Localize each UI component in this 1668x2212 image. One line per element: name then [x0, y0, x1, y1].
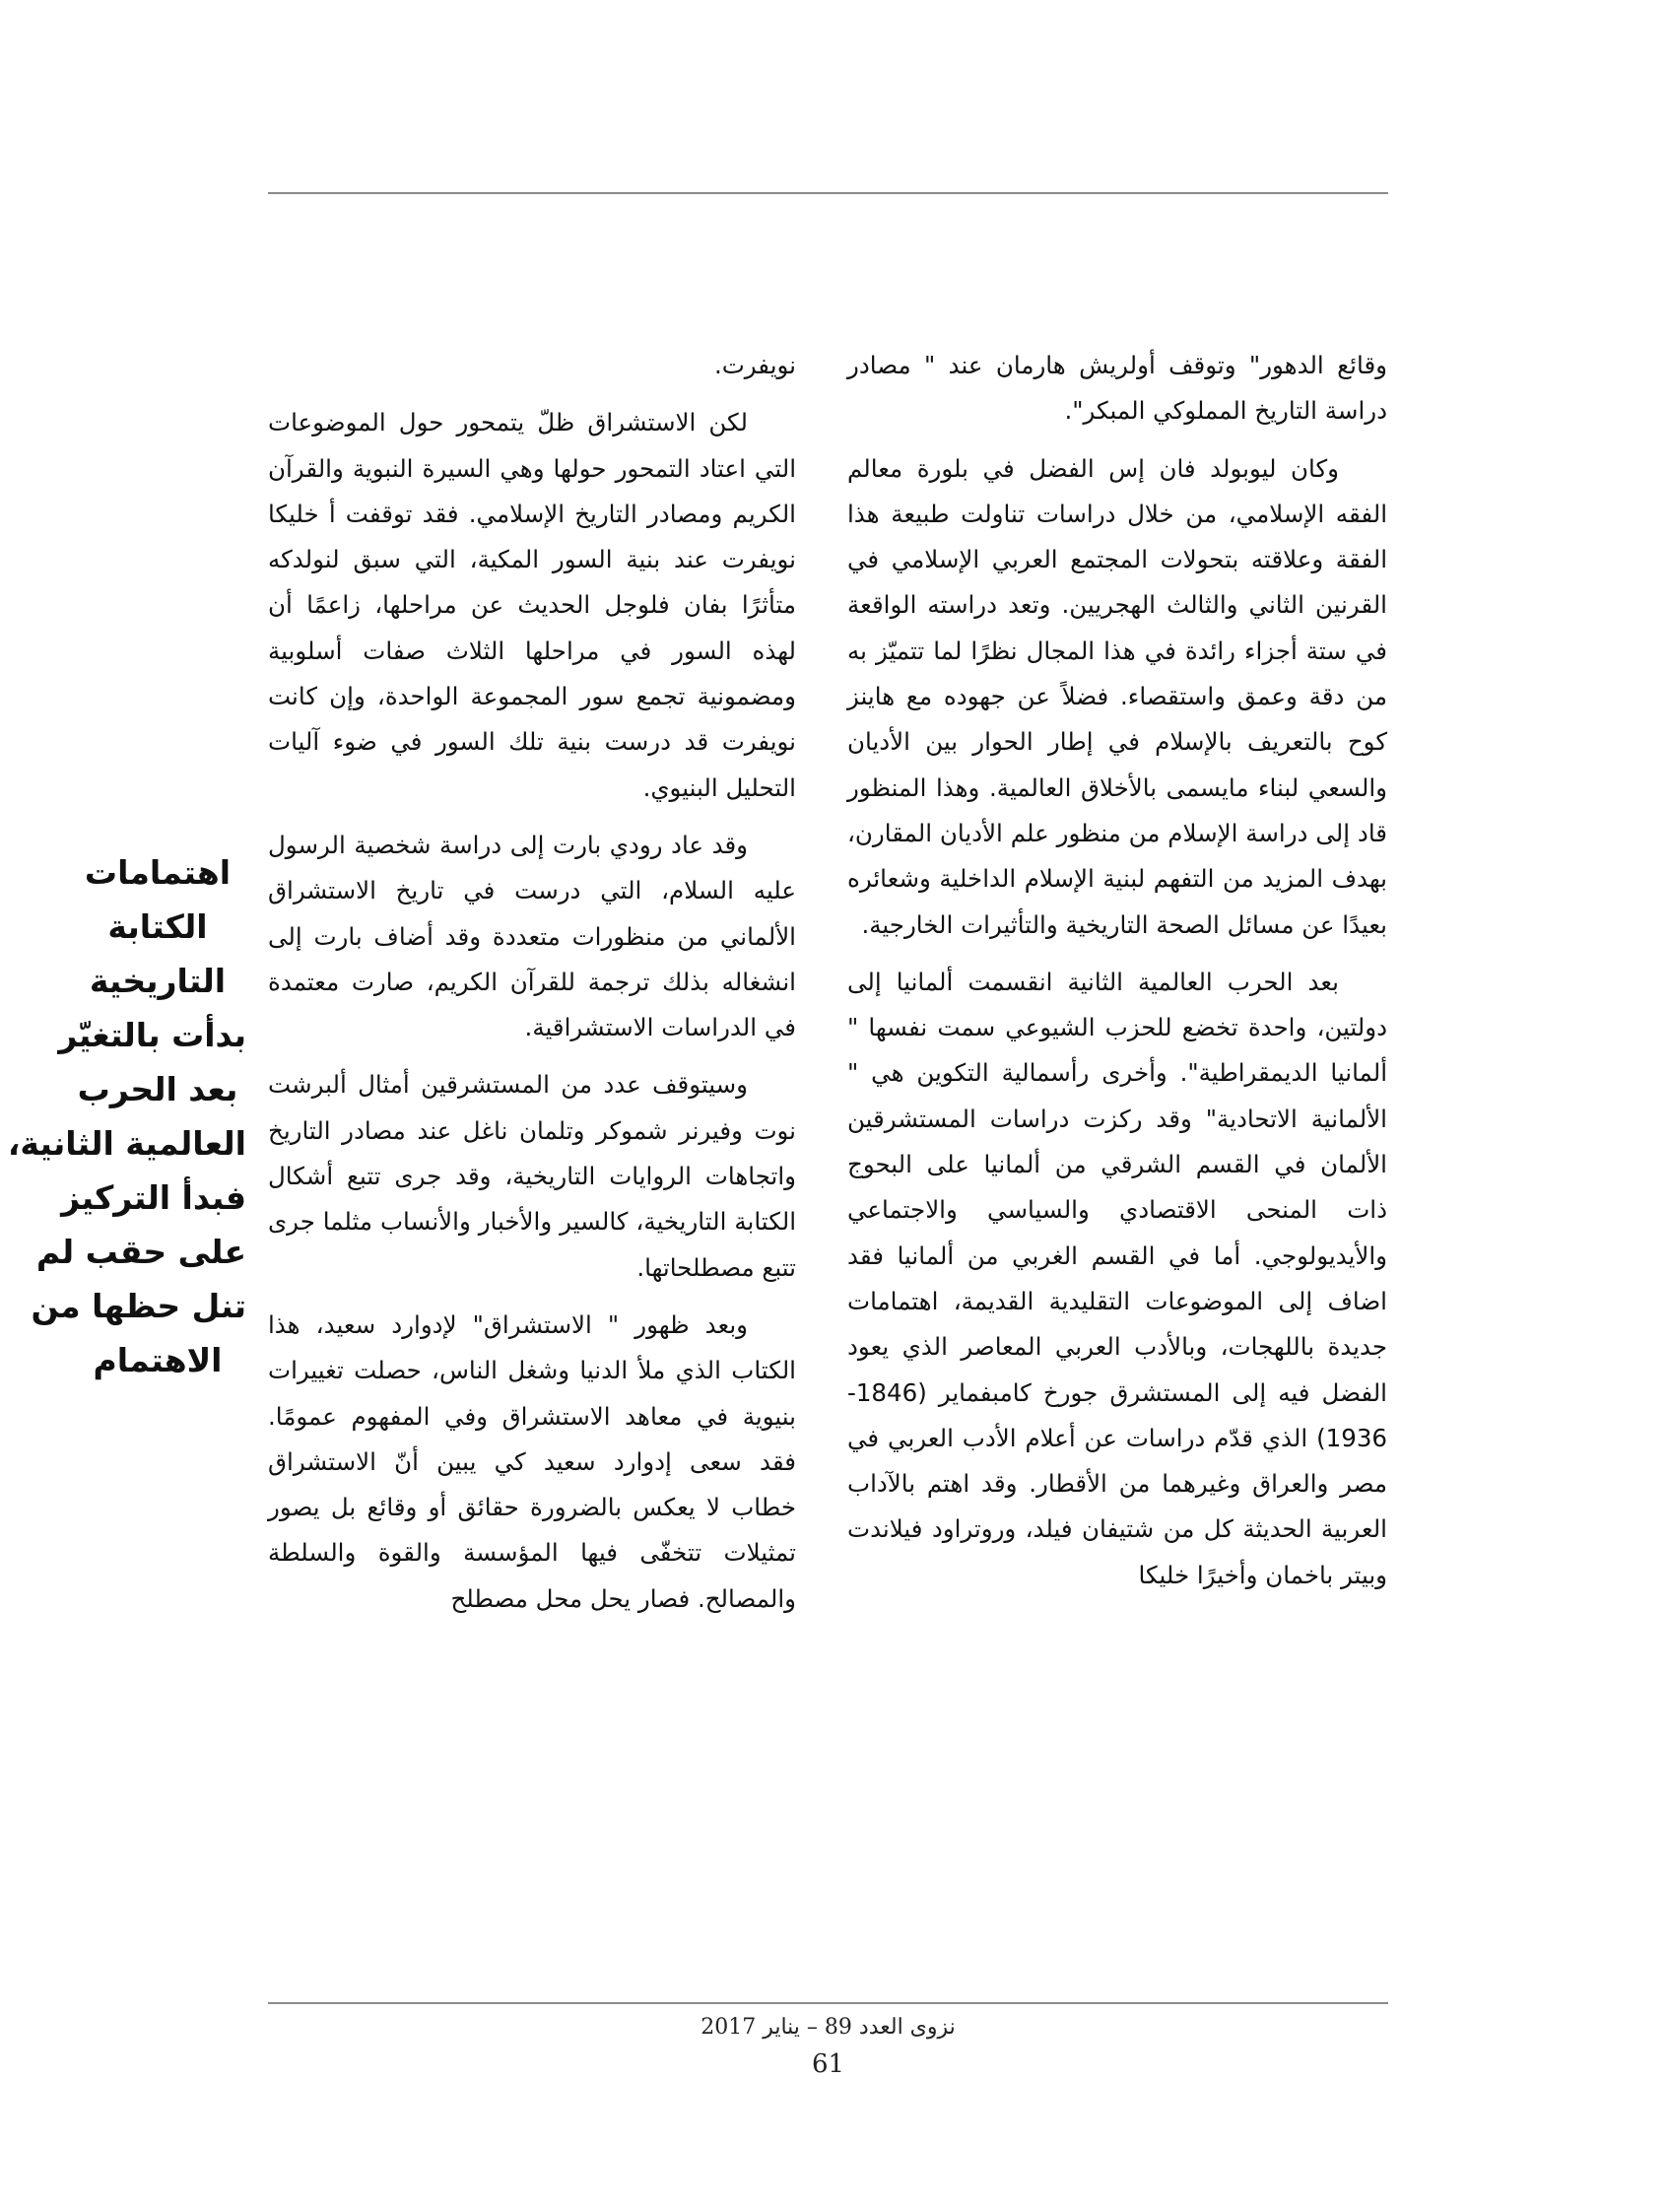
paragraph: وسيتوقف عدد من المستشرقين أمثال ألبرشت نوت وفيرنر شموكر وتلمان ناغل عند مصادر التاريخ واتجاهات الروايات التاريخية، وقد جرى تتبع أشكال الكتابة التاريخية، كالسير والأخبار والأنساب مثلما جرى تتبع مصطلحاتها. [268, 1070, 796, 1282]
paragraph: لكن الاستشراق ظلّ يتمحور حول الموضوعات التي اعتاد التمحور حولها وهي السيرة النبوية والقرآن الكريم ومصادر التاريخ الإسلامي. فقد توقفت أ خليكا نويفرت عند بنية السور المكية، التي سبق لنولدكه متأثرًا بفان فلوجل الحديث عن مراحلها، زاعمًا أن لهذه السور في مراحلها الثلاث صفات أسلوبية ومضمونية تجمع سور المجموعة الواحدة، وإن كانت نويفرت قد درست بنية تلك السور في ضوء آليات التحليل البنيوي. [268, 408, 796, 802]
paragraph: وكان ليوبولد فان إس الفضل في بلورة معالم الفقه الإسلامي، من خلال دراسات تناولت طبيعة هذا الفقة وعلاقته بتحولات المجتمع العربي الإسلامي في القرنين الثاني والثالث الهجريين. وتعد دراسته الواقعة في ستة أجزاء رائدة في هذا المجال نظرًا لما تتميّز به من دقة وعمق واستقصاء. فضلاً عن جهوده مع هاينز كوح بالتعريف بالإسلام في إطار الحوار بين الأديان والسعي لبناء مايسمى بالأخلاق العالمية. وهذا المنظور قاد إلى دراسة الإسلام من منظور علم الأديان المقارن، بهدف المزيد من التفهم لبنية الإسلام الداخلية وشعائره بعيدًا عن مسائل الصحة التاريخية والتأثيرات الخارجية. [847, 453, 1387, 939]
pull-quote-line: العالمية الثانية، [7, 1124, 246, 1163]
page-number: 61 [811, 2049, 845, 2079]
article-column-left [268, 343, 796, 1634]
pull-quote-line: على حقب لم [35, 1233, 246, 1271]
paragraph: نويفرت. [713, 351, 796, 379]
pull-quote-line: الاهتمام [93, 1341, 223, 1379]
pull-quote [7, 845, 246, 1387]
pull-quote-line: تنل حظها من [31, 1287, 246, 1325]
paragraph: وقد عاد رودي بارت إلى دراسة شخصية الرسول عليه السلام، التي درست في تاريخ الاستشراق الألماني من منظورات متعددة وقد أضاف بارت إلى انشغاله بذلك ترجمة للقرآن الكريم، صارت معتمدة في الدراسات الاستشراقية. [268, 830, 796, 1042]
pull-quote-line: التاريخية [89, 962, 227, 1000]
paragraph: وقائع الدهور" وتوقف أولريش هارمان عند " مصادر دراسة التاريخ المملوكي المبكر". [847, 351, 1387, 426]
pull-quote-line: فبدأ التركيز [61, 1178, 246, 1217]
pull-quote-line: الكتابة [107, 907, 208, 946]
issue-line: نزوى العدد 89 – يناير 2017 [701, 2015, 956, 2040]
pull-quote-line: بدأت بالتغيّر [58, 1016, 246, 1054]
article-column-right [847, 343, 1387, 1610]
top-rule [268, 192, 1388, 194]
pull-quote-line: اهتمامات [84, 853, 232, 892]
paragraph: بعد الحرب العالمية الثانية انقسمت ألمانيا إلى دولتين، واحدة تخضع للحزب الشيوعي سمت نفسها " ألمانيا الديمقراطية". وأخرى رأسمالية التكوين هي " الألمانية الاتحادية" وقد ركزت دراسات المستشرقين الألمان في القسم الشرقي من ألمانيا على البحوج ذات المنحى الاقتصادي والسياسي والاجتماعي والأيديولوجي. أما في القسم الغربي من ألمانيا فقد اضاف إلى الموضوعات التقليدية القديمة، اهتمامات جديدة باللهجات، وبالأدب العربي المعاصر الذي يعود الفضل فيه إلى المستشرق جورخ كامبفماير (1846- 1936) الذي قدّم دراسات عن أعلام الأدب العربي في مصر والعراق وغيرهما من الأقطار. وقد اهتم بالآداب العربية الحديثة كل من شتيفان فيلد، وروتراود فيلاندت وبيتر باخمان وأخيرًا خليكا [847, 967, 1387, 1589]
paragraph: وبعد ظهور " الاستشراق" لإدوارد سعيد، هذا الكتاب الذي ملأ الدنيا وشغل الناس، حصلت تغييرات بنيوية في معاهد الاستشراق وفي المفهوم عمومًا. فقد سعى إدوارد سعيد كي يبين أنّ الاستشراق خطاب لا يعكس بالضرورة حقائق أو وقائع بل يصور تمثيلات تتخفّى فيها المؤسسة والقوة والسلطة والمصالح. فصار يحل محل مصطلح [268, 1309, 796, 1613]
bottom-rule [268, 2002, 1388, 2004]
pull-quote-line: بعد الحرب [77, 1070, 238, 1108]
